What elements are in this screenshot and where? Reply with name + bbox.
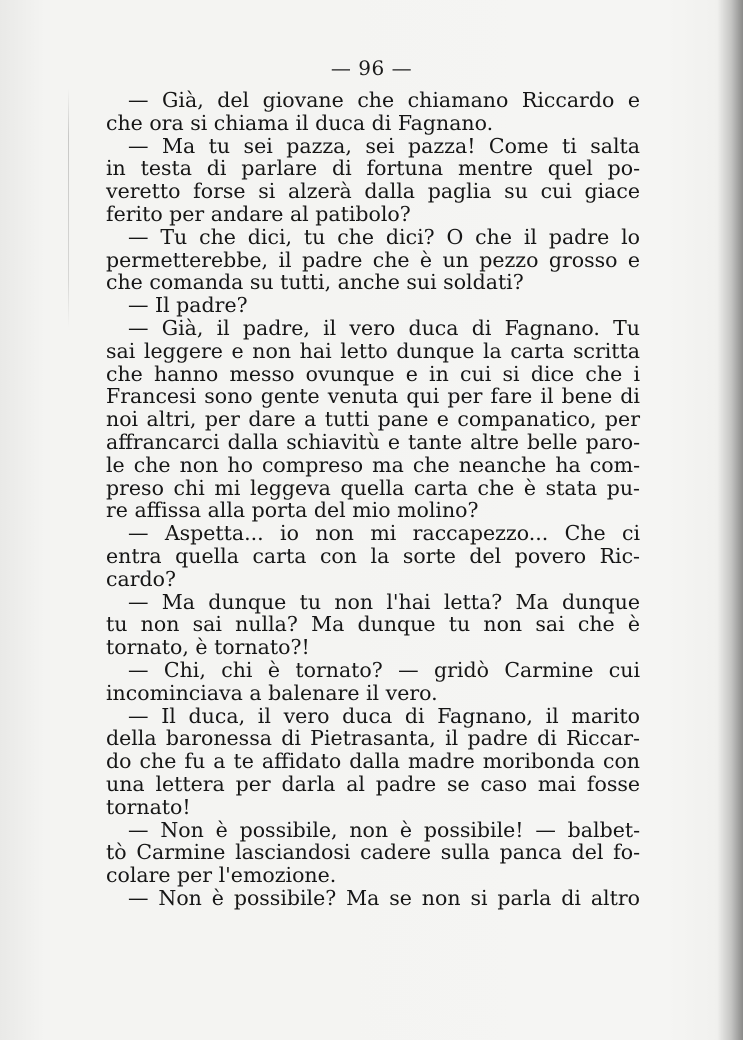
text-line: tò Carmine lasciandosi cadere sulla panca del fo-: [106, 840, 640, 865]
text-line: tornato!: [106, 794, 191, 819]
text-line: — Non è possibile, non è possibile! — balbet-: [128, 817, 640, 842]
text-line: — Chi, chi è tornato? — gridò Carmine cui: [128, 657, 640, 682]
text-line: che hanno messo ovunque e in cui si dice che i: [106, 361, 640, 386]
text-line: tornato, è tornato?!: [106, 635, 310, 660]
margin-mark: [68, 88, 69, 328]
text-line: — Già, il padre, il vero duca di Fagnano. Tu: [128, 315, 640, 340]
text-line: veretto forse si alzerà dalla paglia su cui giace: [106, 179, 640, 204]
text-line: che ora si chiama il duca di Fagnano.: [106, 110, 494, 135]
text-line: sai leggere e non hai letto dunque la carta scritta: [106, 338, 640, 363]
text-line: — Aspetta... io non mi raccapezzo... Che ci: [128, 521, 640, 546]
text-line: Francesi sono gente venuta qui per fare il bene di: [106, 384, 640, 409]
text-line: — Non è possibile? Ma se non si parla di altro: [128, 885, 640, 910]
text-line: preso chi mi leggeva quella carta che è stata pu-: [106, 475, 640, 500]
binding-shadow: [717, 0, 743, 1040]
text-line: che comanda su tutti, anche sui soldati?: [106, 270, 524, 295]
text-line: — Tu che dici, tu che dici? O che il padre lo: [128, 224, 640, 249]
text-line: cardo?: [106, 566, 176, 591]
text-line: entra quella carta con la sorte del povero Ric-: [106, 543, 640, 568]
text-line: colare per l'emozione.: [106, 863, 337, 888]
text-line: — Già, del giovane che chiamano Riccardo e: [128, 88, 640, 112]
text-line: — Ma dunque tu non l'hai letta? Ma dunque: [128, 589, 640, 614]
text-line: — Il duca, il vero duca di Fagnano, il marito: [128, 703, 640, 728]
text-line: re affissa alla porta del mio molino?: [106, 498, 479, 523]
text-line: le che non ho compreso ma che neanche ha com-: [106, 452, 640, 477]
text-line: — Il padre?: [128, 293, 248, 318]
text-line: permetterebbe, il padre che è un pezzo grosso e: [106, 247, 640, 272]
text-line: do che fu a te affidato dalla madre moribonda con: [106, 749, 640, 774]
page-number: — 96 —: [330, 56, 413, 80]
text-line: — Ma tu sei pazza, sei pazza! Come ti salta: [128, 133, 640, 158]
text-line: affrancarci dalla schiavitù e tante altre belle paro-: [106, 429, 640, 454]
text-line: noi altri, per dare a tutti pane e companatico, per: [106, 407, 640, 432]
text-line: una lettera per darla al padre se caso mai fosse: [106, 771, 640, 796]
text-line: in testa di parlare di fortuna mentre quel po-: [106, 156, 640, 181]
text-line: incominciava a balenare il vero.: [106, 680, 438, 705]
text-line: della baronessa di Pietrasanta, il padre di Riccar-: [106, 726, 640, 751]
text-line: ferito per andare al patibolo?: [106, 201, 411, 226]
text-line: tu non sai nulla? Ma dunque tu non sai che è: [106, 612, 640, 637]
page-body-text: [106, 89, 640, 910]
